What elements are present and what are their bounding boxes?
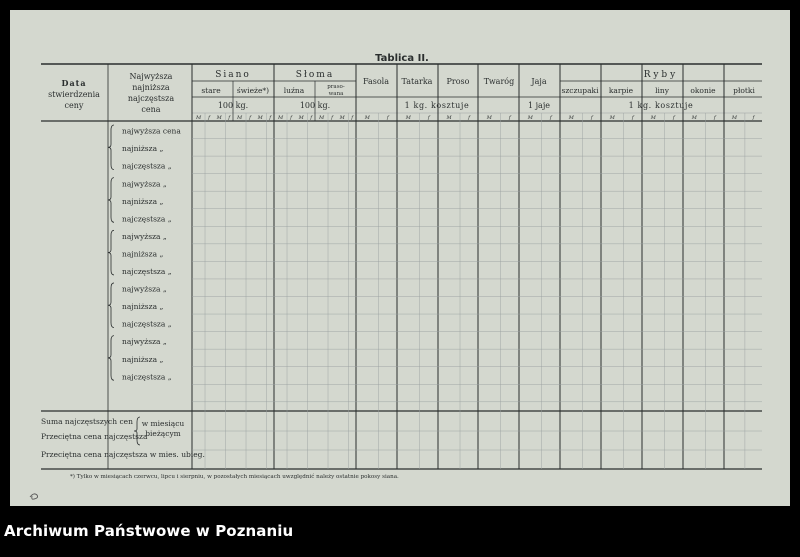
header-mid-unit: 1 kg. kosztuje (404, 101, 470, 110)
header-siano-unit: 100 kg. (217, 101, 249, 110)
money-fen-label: f (549, 115, 552, 121)
money-fen-label: f (290, 115, 292, 121)
header-ryby-unit: 1 kg. kosztuje (628, 101, 694, 110)
money-mark-label: M (527, 115, 533, 121)
header-sloma-prasowana-2: wana (328, 91, 344, 97)
row-label: najniższa „ (122, 144, 164, 154)
money-mark-label: M (216, 115, 222, 121)
header-data-2: stwierdzenia (48, 90, 100, 99)
table-title: Tablica II. (375, 53, 429, 64)
summary-w-miesiacu: w miesiącu (141, 419, 185, 428)
header-siano-stare: stare (201, 86, 221, 95)
row-label: najczęstsza „ (122, 267, 172, 277)
summary-ubieg: Przeciętna cena najczęstsza w mies. ubieg. (41, 450, 205, 459)
header-ryby-okonie: okonie (690, 86, 716, 95)
money-fen-label: f (713, 115, 716, 121)
row-label: najczęstsza „ (122, 161, 172, 171)
header-ryby-liny: liny (655, 86, 669, 95)
header-siano-swieze: świeże*) (236, 86, 270, 95)
money-mark-label: M (446, 115, 452, 121)
money-mark-label: M (364, 115, 370, 121)
header-jaja-unit: 1 jaje (527, 101, 551, 110)
row-label: najniższa „ (122, 249, 164, 259)
row-group-brace (108, 178, 114, 223)
money-fen-label: f (672, 115, 675, 121)
header-price-2: najniższa (132, 83, 170, 92)
header-ryby-plotki: płotki (733, 86, 755, 95)
row-label: najniższa „ (122, 354, 164, 364)
header-ryby: Ryby (643, 70, 679, 80)
money-mark-label: M (486, 115, 492, 121)
money-fen-label: f (208, 115, 210, 121)
summary-suma: Suma najczęstszych cen (41, 417, 133, 426)
header-sloma-unit: 100 kg. (299, 101, 331, 110)
money-mark-label: M (568, 115, 574, 121)
row-label: najniższa „ (122, 302, 164, 312)
money-fen-label: f (386, 115, 389, 121)
money-fen-label: f (331, 115, 333, 121)
row-group-brace (108, 336, 114, 381)
summary-biezacym: bieżącym (145, 429, 181, 438)
row-label: najwyższa „ (122, 337, 167, 347)
footnote: *) Tylko w miesiącach czerwcu, lipcu i sierpniu, w pozostałych miesiącach uwzględnić należy ostatnie pokosy siana. (70, 474, 399, 480)
document-sheet (10, 10, 790, 506)
header-data-1: Data (61, 78, 87, 88)
header-data-3: ceny (64, 101, 84, 110)
money-fen-label: f (468, 115, 470, 121)
header-sloma-prasowana-1: praso- (327, 84, 345, 90)
row-group-brace (108, 125, 114, 170)
header-twarog: Twaróg (483, 77, 515, 86)
money-fen-label: f (351, 115, 354, 121)
money-mark-label: M (257, 115, 263, 121)
row-labels (108, 125, 181, 381)
row-label: najwyższa „ (122, 179, 167, 189)
money-mark-label: M (236, 115, 243, 121)
header-price-1: Najwyższa (129, 72, 173, 81)
money-fen-label: f (508, 115, 511, 121)
price-table (10, 10, 790, 506)
money-mark-label: M (405, 115, 411, 121)
header-jaja: Jaja (531, 77, 547, 86)
header-ryby-szczupaki: szczupaki (561, 86, 599, 95)
money-fen-label: f (269, 115, 272, 121)
money-fen-label: f (228, 115, 231, 121)
header-ryby-karpie: karpie (608, 86, 634, 95)
row-group-brace (108, 283, 114, 328)
row-label: najwyższa „ (122, 231, 167, 241)
header-fasola: Fasola (362, 77, 390, 86)
money-mark-label: M (731, 115, 738, 121)
row-label: najczęstsza „ (122, 319, 172, 329)
summary-przeciet: Przeciętna cena najczęstsza (41, 432, 148, 441)
money-mark-label: M (277, 115, 284, 121)
money-mark-label: M (650, 115, 656, 121)
row-label: najczęstsza „ (122, 372, 172, 382)
row-label: najwyższa cena (122, 126, 181, 136)
money-mark-label: M (195, 115, 202, 121)
header-proso: Proso (446, 77, 470, 86)
money-fen-label: f (590, 115, 593, 121)
money-mark-label: M (609, 115, 615, 121)
pencil-mark (30, 494, 38, 499)
money-fen-label: f (631, 115, 634, 121)
header-sloma-luzna: luźna (283, 86, 305, 95)
header-price-3: najczęstsza (127, 94, 175, 103)
row-label: najczęstsza „ (122, 214, 172, 224)
money-mark-label: M (318, 115, 325, 121)
money-mark-label: M (298, 115, 304, 121)
archive-caption: Archiwum Państwowe w Poznaniu (4, 522, 294, 540)
header-tatarka: Tatarka (401, 77, 433, 86)
money-fen-label: f (427, 115, 430, 121)
header-sloma: Słoma (295, 70, 335, 80)
row-group-brace (108, 230, 114, 275)
currency-subheaders (195, 115, 756, 121)
row-label: najniższa „ (122, 196, 164, 206)
money-fen-label: f (752, 115, 755, 121)
header-price-4: cena (141, 105, 161, 114)
row-label: najwyższa „ (122, 284, 167, 294)
money-mark-label: M (691, 115, 697, 121)
header-siano: Siano (215, 70, 251, 80)
money-mark-label: M (339, 115, 345, 121)
money-fen-label: f (249, 115, 251, 121)
money-fen-label: f (310, 115, 313, 121)
